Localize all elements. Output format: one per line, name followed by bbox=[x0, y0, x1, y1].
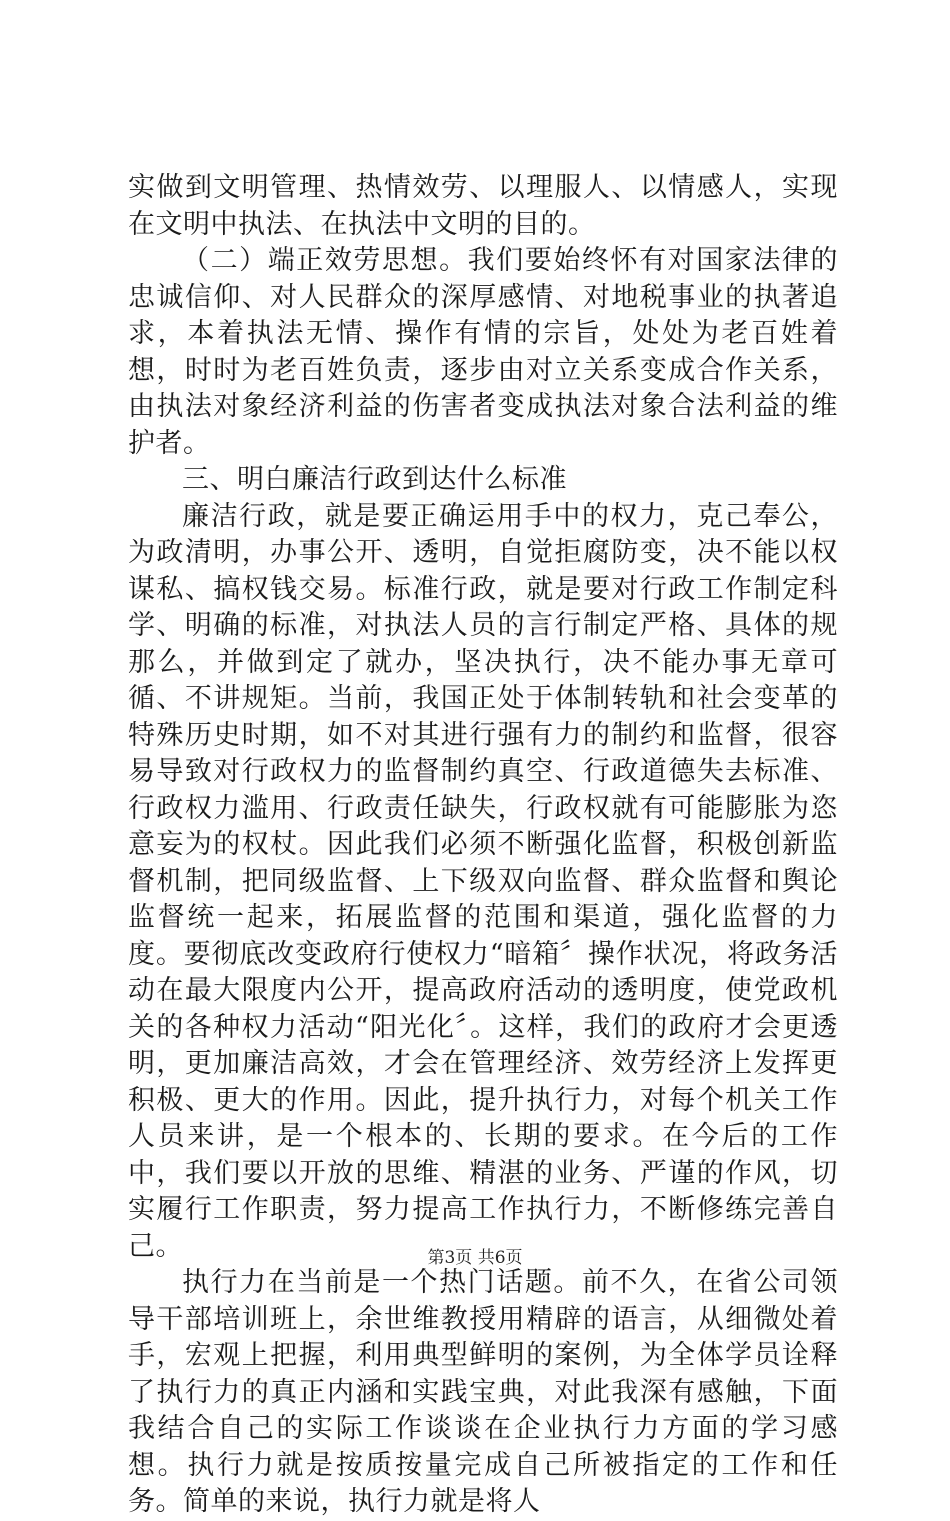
paragraph-continuation: 实做到文明管理、热情效劳、以理服人、以情感人，实现在文明中执法、在执法中文明的目的。 bbox=[128, 172, 838, 240]
document-body bbox=[128, 170, 838, 1521]
section-heading-clean-governance: 三、明白廉洁行政到达什么标准 bbox=[182, 464, 567, 495]
paragraph-clean-governance: 廉洁行政，就是要正确运用手中的权力，克己奉公，为政清明，办事公开、透明，自觉拒腐防变，决不能以权谋私、搞权钱交易。标准行政，就是要对行政工作制定科学、明确的标准，对执法人员的言行制定严格、具体的规那么，并做到定了就办，坚决执行，决不能办事无章可循、不讲规矩。当前，我国正处于体制转轨和社会变革的特殊历史时期，如不对其进行强有力的制约和监督，很容易导致对行政权力的监督制约真空、行政道德失去标准、行政权力滥用、行政责任缺失，行政权就有可能膨胀为恣意妄为的权杖。因此我们必须不断强化监督，积极创新监督机制，把同级监督、上下级双向监督、群众监督和舆论监督统一起来，拓展监督的范围和渠道，强化监督的力度。要彻底改变政府行使权力“暗箱〞操作状况，将政务活动在最大限度内公开，提高政府活动的透明度，使党政机关的各种权力活动“阳光化〞。这样，我们的政府才会更透明，更加廉洁高效，才会在管理经济、效劳经济上发挥更积极、更大的作用。因此，提升执行力，对每个机关工作人员来讲，是一个根本的、长期的要求。在今后的工作中，我们要以开放的思维、精湛的业务、严谨的作风，切实履行工作职责，努力提高工作执行力，不断修练完善自己。 bbox=[128, 500, 838, 1262]
page-number-footer: 第3页 共6页 bbox=[427, 1248, 523, 1268]
paragraph-service-mindset: （二）端正效劳思想。我们要始终怀有对国家法律的忠诚信仰、对人民群众的深厚感情、对地税事业的执著追求，本着执法无情、操作有情的宗旨，处处为老百姓着想，时时为老百姓负责，逐步由对立关系变成合作关系，由执法对象经济利益的伤害者变成执法对象合法利益的维护者。 bbox=[128, 245, 838, 459]
paragraph-execution: 执行力在当前是一个热门话题。前不久，在省公司领导干部培训班上，余世维教授用精辟的语言，从细微处着手，宏观上把握，利用典型鲜明的案例，为全体学员诠释了执行力的真正内涵和实践宝典，对此我深有感触，下面我结合自己的实际工作谈谈在企业执行力方面的学习感想。执行力就是按质按量完成自己所被指定的工作和任务。简单的来说，执行力就是将人 bbox=[128, 1267, 838, 1517]
